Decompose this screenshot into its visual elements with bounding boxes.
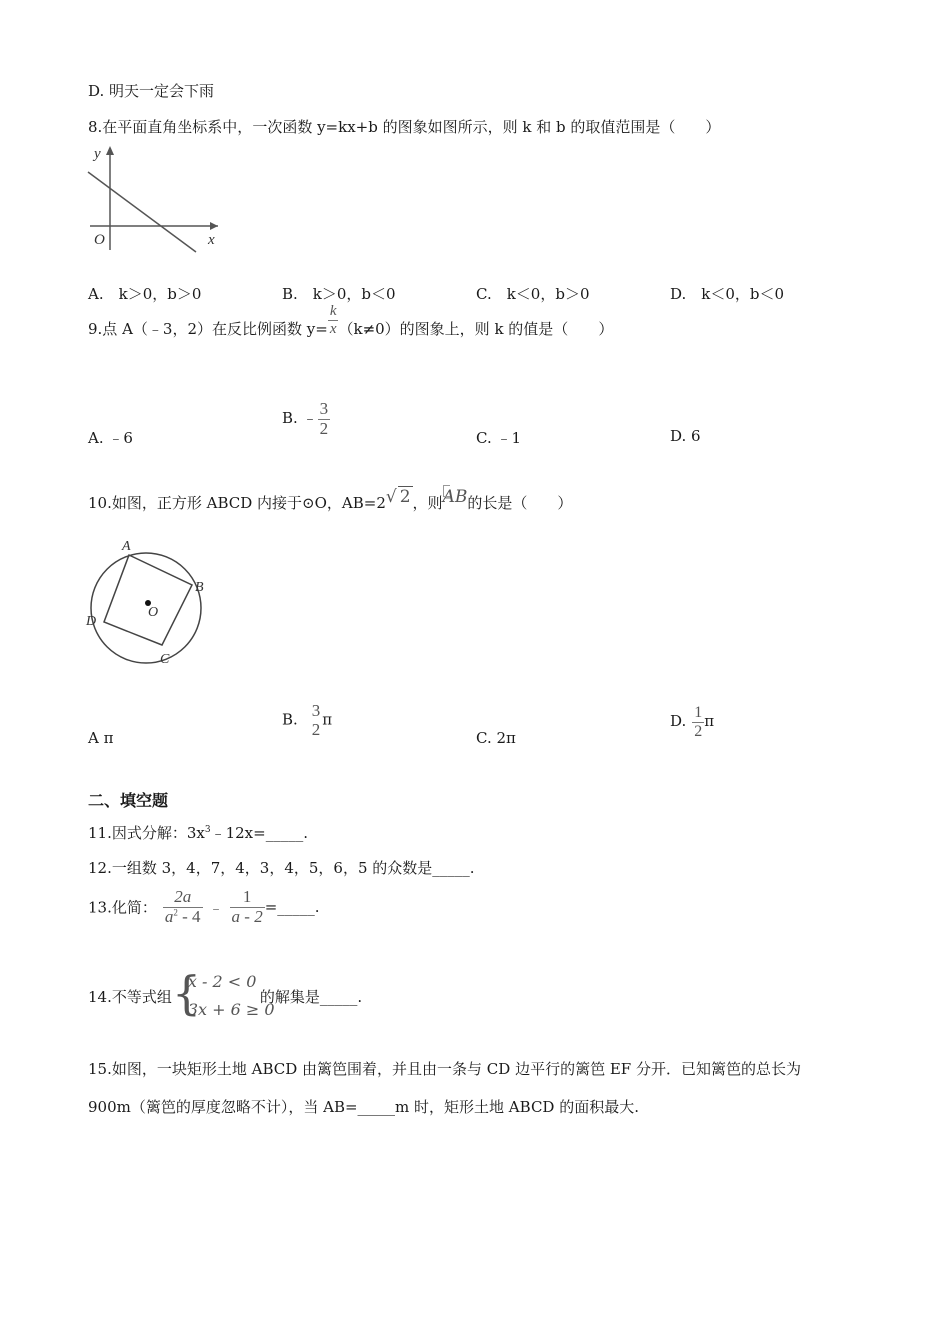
q9-option-b-num: 3	[319, 399, 329, 418]
q9-frac-num: k	[329, 303, 337, 319]
q9-frac-den: x	[329, 320, 337, 337]
q14-suffix: 的解集是_____.	[259, 987, 363, 1006]
q10-option-b-num: 3	[311, 701, 321, 720]
q9-option-b-prefix: B. ﹣	[282, 409, 318, 428]
q8-origin-label: O	[94, 232, 105, 248]
q10-label-d: D	[86, 614, 97, 629]
q10-option-b-prefix: B.	[282, 710, 298, 729]
q9-option-b	[282, 400, 330, 438]
q13-f1-den-sup: 2	[173, 907, 178, 918]
q13-fraction-1	[163, 888, 203, 926]
q10-arc-ab: AB	[442, 487, 468, 507]
q15-line1: 15.如图，一块矩形土地 ABCD 由篱笆围着，并且由一条与 CD 边平行的篱笆 EF 分开．已知篱笆的总长为	[88, 1060, 801, 1078]
q14	[88, 966, 362, 1026]
q9-fraction	[328, 303, 339, 337]
q8-stem: 8.在平面直角坐标系中，一次函数 y=kx+b 的图象如图所示，则 k 和 b 的取值范围是（ ）	[88, 118, 721, 136]
q8-x-label: x	[208, 232, 215, 248]
q10-circle-figure	[82, 536, 222, 671]
q10-stem-before: 10.如图，正方形 ABCD 内接于⊙O，AB=2	[88, 494, 386, 512]
q10-option-a: A π	[88, 729, 114, 747]
q11	[88, 822, 308, 843]
q9-option-c: C. ﹣1	[476, 429, 522, 447]
q12: 12.一组数 3，4，7，4，3，4，5，6，5 的众数是_____.	[88, 859, 475, 877]
q14-system	[171, 966, 275, 1026]
q9-stem	[88, 303, 614, 339]
q14-line1: x - 2 < 0	[187, 972, 257, 991]
q8-y-label: y	[94, 146, 101, 162]
q10-label-a: A	[122, 539, 131, 554]
q10-label-c: C	[160, 652, 170, 667]
q10-stem-mid: ，则	[412, 494, 443, 512]
q13-f2-num: 1	[242, 887, 252, 906]
q10-circle	[91, 553, 201, 663]
q10-option-d-den: 2	[694, 722, 703, 740]
q13	[88, 888, 320, 926]
q14-prefix: 14.不等式组	[88, 987, 172, 1006]
q9-stem-before: 9.点 A（﹣3，2）在反比例函数 y=	[88, 320, 328, 338]
q11-prefix: 11.因式分解：3x	[88, 824, 205, 842]
q10-sqrt-value: 2	[399, 487, 411, 507]
q10-label-o: O	[148, 605, 159, 620]
q10-option-b	[282, 702, 332, 739]
q10-option-c: C. 2π	[476, 729, 516, 747]
q8-option-b: B. k＞0，b＜0	[282, 285, 396, 303]
q13-f1-den-a: a	[164, 906, 174, 926]
q10-option-d-fraction	[692, 704, 704, 740]
q13-f1-den-rest: - 4	[177, 906, 201, 926]
q13-prefix: 13.化简：	[88, 898, 157, 917]
q9-option-b-den: 2	[319, 418, 329, 438]
q7-option-d: D. 明天一定会下雨	[88, 82, 215, 100]
q8-option-a: A. k＞0，b＞0	[88, 285, 202, 303]
q15-line2: 900m（篱笆的厚度忽略不计），当 AB=_____m 时，矩形土地 ABCD 的面积最大.	[88, 1098, 639, 1116]
q10-option-b-den: 2	[311, 719, 321, 739]
q10-option-d	[670, 704, 714, 740]
q10-stem-after: 的长是（ ）	[467, 494, 573, 512]
q10-option-d-suffix: π	[704, 712, 715, 731]
q11-suffix: ﹣12x=_____.	[210, 824, 308, 842]
q8-y-arrow	[106, 146, 114, 155]
q10-option-d-prefix: D.	[670, 712, 687, 731]
q13-f2-den: a - 2	[231, 906, 263, 926]
q8-x-arrow	[210, 222, 218, 230]
section-2-title: 二、填空题	[88, 791, 169, 810]
q8-linear-graph	[84, 140, 224, 255]
q9-option-a: A. ﹣6	[88, 429, 133, 447]
q10-option-b-suffix: π	[322, 710, 333, 729]
q10-label-b: B	[195, 580, 204, 595]
q13-suffix: =_____.	[264, 898, 320, 917]
q13-fraction-2	[230, 888, 265, 926]
q14-brace: {	[171, 966, 202, 1020]
q10-option-b-fraction	[310, 702, 323, 739]
q13-f1-num: 2a	[174, 887, 192, 906]
q9-option-d: D. 6	[670, 427, 701, 445]
q10-option-d-num: 1	[694, 704, 703, 721]
q14-line2: 3x + 6 ≥ 0	[187, 1000, 275, 1019]
q13-minus: ﹣	[208, 898, 224, 917]
q9-stem-after: （k≠0）的图象上，则 k 的值是（ ）	[338, 320, 614, 338]
q10-sqrt: √ 2	[385, 487, 411, 507]
q8-option-c: C. k＜0，b＞0	[476, 285, 590, 303]
q10-stem	[88, 487, 573, 513]
q11-sup: 3	[204, 825, 211, 835]
q8-option-d: D. k＜0，b＜0	[670, 285, 785, 303]
q9-option-b-fraction	[318, 400, 331, 438]
